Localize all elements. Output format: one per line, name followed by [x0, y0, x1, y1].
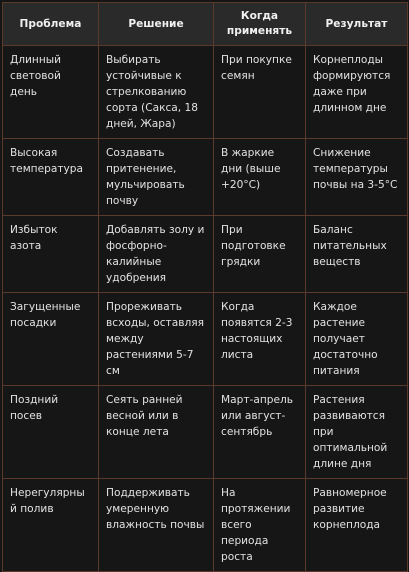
cell-result: Снижение температуры почвы на 3-5°C — [306, 139, 408, 216]
cell-problem: Длинный световой день — [3, 46, 99, 139]
cell-problem: Нерегулярный полив — [3, 479, 99, 572]
table-row — [3, 479, 408, 572]
header-solution: Решение — [99, 3, 214, 46]
header-result: Результат — [306, 3, 408, 46]
cell-when: При подготовке грядки — [214, 216, 306, 293]
cell-problem: Избыток азота — [3, 216, 99, 293]
cell-when: Март-апрель или август-сентябрь — [214, 386, 306, 479]
table-row — [3, 139, 408, 216]
cell-solution: Поддерживать умеренную влажность почвы — [99, 479, 214, 572]
cell-result: Каждое растение получает достаточно питания — [306, 293, 408, 386]
cell-result: Корнеплоды формируются даже при длинном дне — [306, 46, 408, 139]
cell-solution: Выбирать устойчивые к стрелкованию сорта (Сакса, 18 дней, Жара) — [99, 46, 214, 139]
cell-when: Когда появятся 2-3 настоящих листа — [214, 293, 306, 386]
header-when: Когда применять — [214, 3, 306, 46]
cell-problem: Поздний посев — [3, 386, 99, 479]
problems-table — [2, 2, 408, 572]
cell-solution: Сеять ранней весной или в конце лета — [99, 386, 214, 479]
cell-solution: Создавать притенение, мульчировать почву — [99, 139, 214, 216]
cell-problem: Высокая температура — [3, 139, 99, 216]
header-row — [3, 3, 408, 46]
table-body — [3, 46, 408, 572]
table-row — [3, 293, 408, 386]
cell-when: При покупке семян — [214, 46, 306, 139]
table-row — [3, 46, 408, 139]
cell-when: На протяжении всего периода роста — [214, 479, 306, 572]
cell-when: В жаркие дни (выше +20°C) — [214, 139, 306, 216]
table-row — [3, 386, 408, 479]
table-header — [3, 3, 408, 46]
cell-solution: Прореживать всходы, оставляя между растениями 5-7 см — [99, 293, 214, 386]
header-problem: Проблема — [3, 3, 99, 46]
cell-problem: Загущенные посадки — [3, 293, 99, 386]
cell-result: Растения развиваются при оптимальной длине дня — [306, 386, 408, 479]
cell-solution: Добавлять золу и фосфорно-калийные удобрения — [99, 216, 214, 293]
table-row — [3, 216, 408, 293]
cell-result: Баланс питательных веществ — [306, 216, 408, 293]
cell-result: Равномерное развитие корнеплода — [306, 479, 408, 572]
